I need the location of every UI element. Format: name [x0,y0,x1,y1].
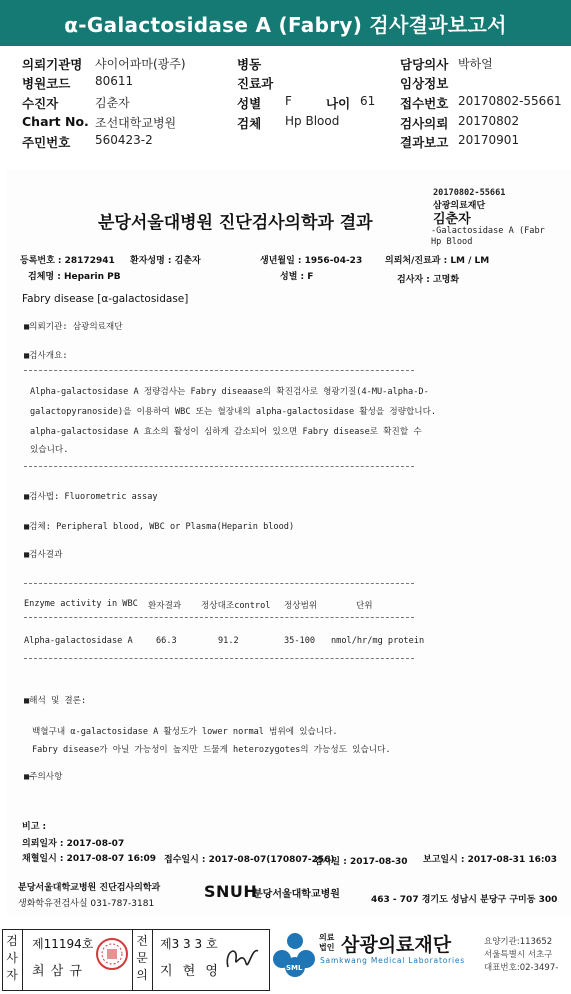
divider [24,583,414,584]
requester-line: ■의뢰기관: 삼광의료재단 [24,322,123,332]
patient-name: 환자성명 : 김춘자 [130,256,201,266]
interpretation-line: Fabry disease가 아닐 가능성이 높지만 드물게 heterozygotes의 가능성도 있습니다. [32,745,391,755]
specialist-name: 지 현 영 [160,964,221,979]
scanned-report [6,170,571,915]
specialist-label: 전문의 [136,934,148,982]
table-header: Enzyme activity in WBC [24,599,138,609]
interpretation-line: 백혈구내 α-galactosidase A 활성도가 lower normal 범위에 있습니다. [32,727,338,737]
seal-icon [95,937,129,971]
tester-license-no: 제11194호 [32,937,94,951]
specialist-license-no: 제3 3 3 호 [160,937,218,951]
info-label: 검사의뢰 [400,116,449,131]
table-header: 환자결과 [148,601,182,611]
info-label: 접수번호 [400,96,449,111]
tester-name: 최 삼 규 [32,964,83,979]
tester: 검사자 : 고명화 [397,275,460,285]
overview-heading: ■검사개요: [24,351,68,361]
test-date: 검사일 : 2017-08-30 [314,857,408,867]
requester-value: 샤이어파마(광주) [95,57,186,71]
org-phone: 대표번호:02-3497- [484,963,559,973]
info-label: 병원코드 [22,76,71,91]
method-line: ■검사법: Fluorometric assay [24,492,158,502]
collection-time: 채혈일시 : 2017-08-07 16:09 [22,854,156,864]
referrer: 의뢰처/진료과 : LM / LM [385,256,490,266]
info-label: 병동 [237,57,262,72]
snuh-name: 분당서울대학교병원 [253,889,340,900]
sticker-line: -Galactosidase A (Fabr [431,226,545,236]
table-header: 단위 [356,601,373,611]
table-cell: 35-100 [284,636,316,646]
department: 분당서울대학교병원 진단검사의학과 [18,883,161,893]
specimen-name: 검체명 : Heparin PB [28,272,121,282]
org-name: 삼광의료재단 [341,934,452,956]
divider [24,617,414,618]
report-date-value: 20170901 [458,133,520,147]
divider [22,930,23,990]
receipt-time: 접수일시 : 2017-08-07(170807-256) [164,855,335,865]
report-title: α-Galactosidase A (Fabry) 검사결과보고서 [0,0,571,46]
table-header: 정상범위 [284,601,318,611]
table-cell: Alpha-galactosidase A [24,636,133,646]
note-label: 비고 : [22,822,47,832]
table-cell: 66.3 [156,636,177,646]
overview-line: alpha-galactosidase A 효소의 활성이 심하게 감소되어 있으면 Fabry disease로 확진할 수 [30,427,422,437]
hospital-address: 463 - 707 경기도 성남시 분당구 구미동 300 [371,895,558,905]
divider [24,658,414,659]
hospital-code-value: 80611 [95,74,134,88]
snuh-logo: SNUH [204,882,258,901]
lab-phone: 생화학유전검사실 031-787-3181 [18,899,155,909]
signature-icon [222,941,262,975]
overview-line: Alpha-galactosidase A 정량검사는 Fabry diseaase의 확진검사로 형광기질(4-MU-alpha-D- [30,387,429,397]
divider [152,930,153,990]
birth-date: 생년월일 : 1956-04-23 [260,256,363,266]
specimen-value: Hp Blood [285,114,340,128]
chart-no-value: 조선대학교병원 [95,116,177,130]
sex: 성별 : F [280,272,314,282]
divider [24,370,414,371]
sml-text: SML [286,964,303,972]
org-code: 요양기관:113652 [484,937,553,947]
info-label: 수진자 [22,96,59,111]
sticker-line: Hp Blood [431,237,473,247]
info-label: 의뢰기관명 [22,57,83,72]
overview-line: galactopyranoside)을 이용하여 WBC 또는 혈장내의 alpha-galactosidase 활성을 정량합니다. [30,407,437,417]
info-label: 나이 [326,96,351,111]
sex-value: F [285,94,292,108]
info-label: 검체 [237,116,262,131]
org-english: Samkwang Medical Laboratories [320,956,465,965]
caution-heading: ■주의사항 [24,772,63,782]
tester-label: 검사자 [6,934,18,982]
request-date: 의뢰일자 : 2017-08-07 [22,839,125,849]
table-header: 정상대조control [201,601,271,611]
overview-line: 있습니다. [30,445,69,455]
patient-info [0,50,571,154]
patient-name-value: 김춘자 [95,96,130,110]
info-label: 진료과 [237,76,274,91]
age-value: 61 [360,94,376,108]
interpretation-heading: ■해석 및 결론: [24,696,87,706]
table-cell: nmol/hr/mg protein [331,636,425,646]
request-date-value: 20170802 [458,114,520,128]
info-label: 성별 [237,96,262,111]
report-time: 보고일시 : 2017-08-31 16:03 [423,855,557,865]
info-label: 임상정보 [400,76,449,91]
signature-footer [0,927,571,994]
resident-no-value: 560423-2 [95,133,153,147]
org-address: 서울특별시 서초구 [484,950,553,960]
receipt-no-value: 20170802-55661 [458,94,562,108]
info-label: 담당의사 [400,57,449,72]
doctor-value: 박하얼 [458,57,493,71]
divider [24,466,414,467]
disease-heading: Fabry disease [α-galactosidase] [22,293,189,305]
info-label: 결과보고 [400,135,449,150]
org-prefix: 의료법인 [319,933,335,952]
sticker-line: 삼광의료재단 [433,201,486,211]
sample-line: ■검체: Peripheral blood, WBC or Plasma(Heparin blood) [24,522,295,532]
sticker-line: 20170802-55661 [433,188,506,198]
reg-no: 등록번호 : 28172941 [20,256,115,266]
table-cell: 91.2 [218,636,239,646]
info-label: Chart No. [22,114,89,129]
result-heading: ■검사결과 [24,550,63,560]
divider [132,930,133,990]
info-label: 주민번호 [22,135,71,150]
sticker-name: 김춘자 [433,212,471,227]
hospital-report-title: 분당서울대병원 진단검사의학과 결과 [98,213,373,233]
